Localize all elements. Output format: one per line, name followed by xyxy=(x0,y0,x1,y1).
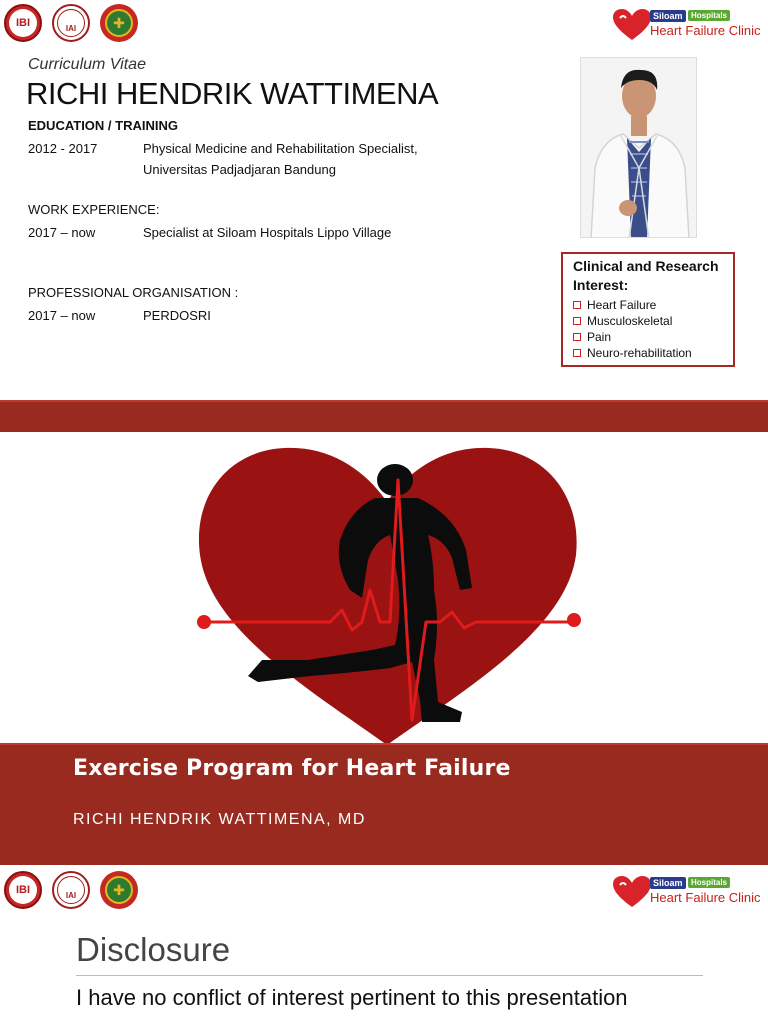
cv-subtitle: Curriculum Vitae xyxy=(28,56,146,73)
education-heading: EDUCATION / TRAINING xyxy=(28,118,178,133)
logo-row xyxy=(4,871,138,909)
education-row: 2012 - 2017 Physical Medicine and Rehabilitation Specialist, xyxy=(28,141,418,156)
interest-list xyxy=(573,297,723,361)
profile-photo xyxy=(580,57,697,238)
interest-box xyxy=(561,252,735,367)
ibi-logo: IBI xyxy=(4,4,42,42)
perdosri-logo: ✚ xyxy=(100,871,138,909)
interest-item: Musculoskeletal xyxy=(573,313,723,329)
interest-item: Heart Failure xyxy=(573,297,723,313)
divider xyxy=(76,975,703,976)
interest-item: Neuro-rehabilitation xyxy=(573,345,723,361)
presentation-title: Exercise Program for Heart Failure xyxy=(73,756,511,781)
heart-icon xyxy=(612,875,652,909)
perdosri-logo: ✚ xyxy=(100,4,138,42)
top-band xyxy=(0,400,768,432)
ibi-logo: IBI xyxy=(4,871,42,909)
iai-logo: IAI xyxy=(52,4,90,42)
heart-icon xyxy=(612,8,652,42)
heart-runner-illustration xyxy=(190,440,590,745)
disclosure-slide xyxy=(0,865,768,1024)
education-row-cont: Universitas Padjadjaran Bandung xyxy=(143,162,336,177)
checkbox-icon xyxy=(573,349,581,357)
education-section xyxy=(28,118,463,180)
disclosure-title: Disclosure xyxy=(76,931,231,968)
cv-name: RICHI HENDRIK WATTIMENA xyxy=(26,76,439,111)
organisation-section xyxy=(28,285,463,326)
heart-failure-clinic-logo: Siloam Hospitals Heart Failure Clinic xyxy=(612,8,762,42)
disclosure-text: I have no conflict of interest pertinent to this presentation xyxy=(76,985,628,1010)
logo-row xyxy=(4,4,138,42)
iai-logo: IAI xyxy=(52,871,90,909)
organisation-row: 2017 – now PERDOSRI xyxy=(28,308,211,323)
presentation-author: RICHI HENDRIK WATTIMENA, MD xyxy=(73,811,366,828)
work-section xyxy=(28,202,463,243)
cv-slide xyxy=(0,0,768,400)
checkbox-icon xyxy=(573,301,581,309)
checkbox-icon xyxy=(573,317,581,325)
interest-title: Clinical and Research Interest: xyxy=(573,258,719,293)
interest-item: Pain xyxy=(573,329,723,345)
work-row: 2017 – now Specialist at Siloam Hospitals Lippo Village xyxy=(28,225,392,240)
checkbox-icon xyxy=(573,333,581,341)
work-heading: WORK EXPERIENCE: xyxy=(28,202,160,217)
title-slide xyxy=(0,400,768,865)
heart-failure-clinic-logo: Siloam Hospitals Heart Failure Clinic xyxy=(612,875,762,909)
organisation-heading: PROFESSIONAL ORGANISATION : xyxy=(28,285,239,300)
